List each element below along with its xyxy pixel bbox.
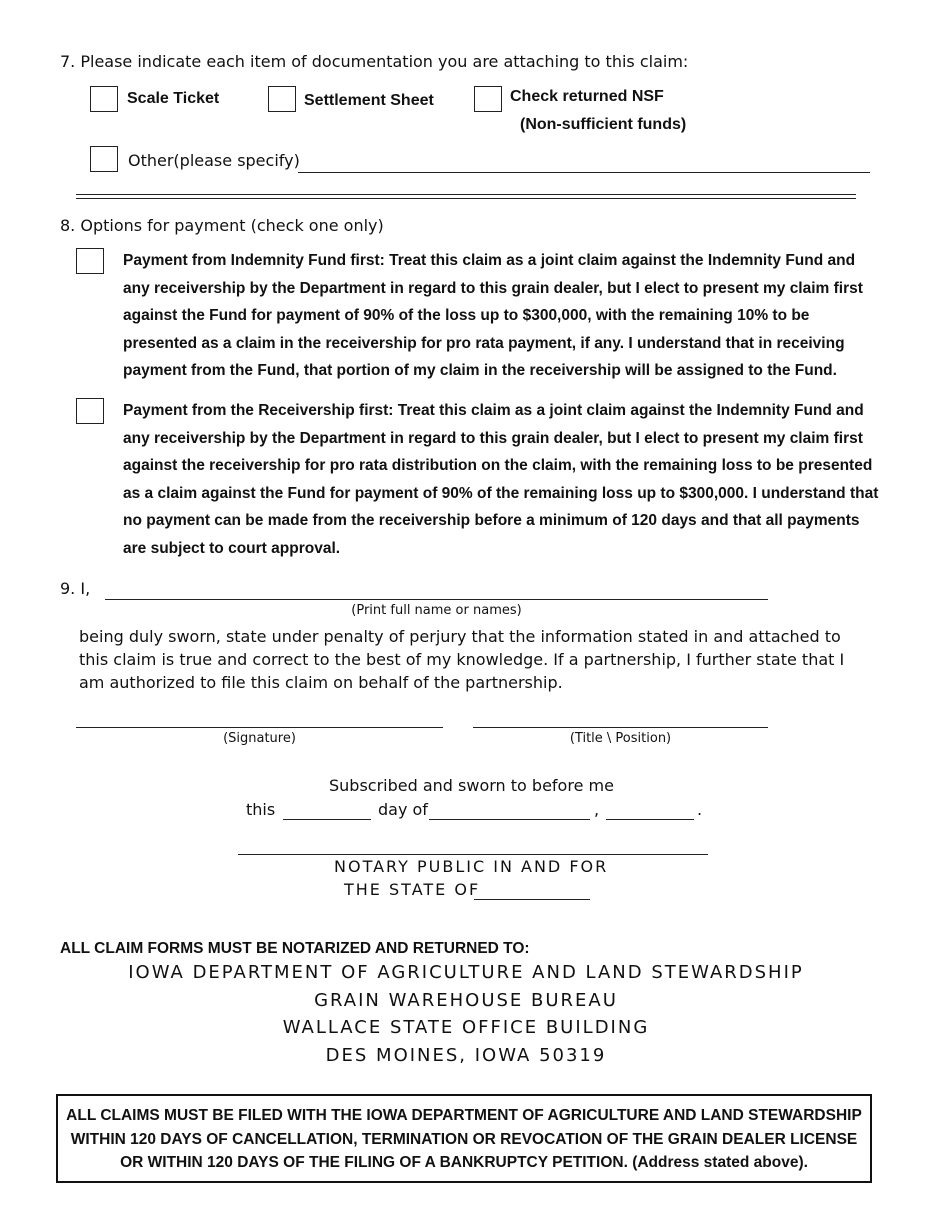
day-of-text: day of: [378, 800, 428, 819]
print-name-field[interactable]: [105, 599, 768, 600]
subscribed-text: Subscribed and sworn to before me: [329, 776, 614, 795]
return-heading: ALL CLAIM FORMS MUST BE NOTARIZED AND RETURNED TO:: [60, 940, 530, 957]
indemnity-first-checkbox[interactable]: [76, 248, 104, 274]
other-checkbox[interactable]: [90, 146, 118, 172]
check-nsf-sublabel: (Non-sufficient funds): [520, 116, 687, 133]
section8-question: 8. Options for payment (check one only): [60, 216, 384, 235]
check-nsf-checkbox[interactable]: [474, 86, 502, 112]
filing-notice-box: [56, 1094, 872, 1183]
settlement-sheet-label: Settlement Sheet: [304, 92, 434, 109]
month-field[interactable]: [429, 819, 590, 820]
scale-ticket-checkbox[interactable]: [90, 86, 118, 112]
receivership-first-text: Payment from the Receivership first: Treat this claim as a joint claim against the Indemnity Fund and any receivership by the Department in regard to this grain dealer, but I elect to present my claim first against the receivership for pro rata distribution on the claim, with the remaining loss to be presented as a claim against the Fund for payment of 90% of the remaining loss up to $300,000. I understand that no payment can be made from the receivership before a minimum of 120 days and that all payments are subject to court approval.: [123, 402, 879, 557]
title-position-field[interactable]: [473, 727, 768, 728]
address-line-2: GRAIN WAREHOUSE BUREAU: [314, 990, 618, 1011]
address-line-3: WALLACE STATE OFFICE BUILDING: [282, 1017, 650, 1038]
settlement-sheet-checkbox[interactable]: [268, 86, 296, 112]
address-line-1: IOWA DEPARTMENT OF AGRICULTURE AND LAND STEWARDSHIP: [128, 962, 804, 983]
section9-prefix: 9. I,: [60, 579, 91, 598]
address-line-4: DES MOINES, IOWA 50319: [325, 1045, 607, 1066]
signature-field[interactable]: [76, 727, 443, 728]
print-name-caption: (Print full name or names): [351, 603, 522, 618]
notice-line-3: OR WITHIN 120 DAYS OF THE FILING OF A BANKRUPTCY PETITION. (Address stated above).: [120, 1154, 808, 1171]
notice-line-1: ALL CLAIMS MUST BE FILED WITH THE IOWA DEPARTMENT OF AGRICULTURE AND LAND STEWARDSHIP: [66, 1107, 862, 1124]
comma-text: ,: [594, 800, 600, 819]
check-nsf-label: Check returned NSF: [510, 88, 664, 105]
sworn-statement: being duly sworn, state under penalty of perjury that the information stated in and attached to this claim is true and correct to the best of my knowledge. If a partnership, I further state that I am authorized to file this claim on behalf of the partnership.: [79, 627, 845, 692]
year-field[interactable]: [606, 819, 694, 820]
state-of-text: THE STATE OF: [344, 880, 481, 899]
receivership-first-checkbox[interactable]: [76, 398, 104, 424]
other-label: Other(please specify): [128, 151, 300, 170]
indemnity-first-text: Payment from Indemnity Fund first: Treat this claim as a joint claim against the Indemnity Fund and any receivership by the Department in regard to this grain dealer, but I elect to present my claim first against the Fund for payment of 90% of the loss up to $300,000, with the remaining 10% to be presented as a claim in the receivership for pro rata payment, if any. I understand that in receiving payment from the Fund, that portion of my claim in the receivership will be assigned to the Fund.: [123, 252, 863, 379]
this-text: this: [246, 800, 276, 819]
other-specify-field[interactable]: [298, 172, 870, 173]
state-field[interactable]: [474, 899, 590, 900]
title-position-caption: (Title \ Position): [569, 731, 672, 746]
notary-public-text: NOTARY PUBLIC IN AND FOR: [334, 857, 609, 876]
scale-ticket-label: Scale Ticket: [127, 90, 220, 107]
signature-caption: (Signature): [223, 731, 296, 746]
notice-line-2: WITHIN 120 DAYS OF CANCELLATION, TERMINATION OR REVOCATION OF THE GRAIN DEALER LICENSE: [70, 1130, 858, 1148]
notary-signature-field[interactable]: [238, 854, 708, 855]
period-text: .: [697, 800, 703, 819]
section-divider: [76, 194, 856, 199]
section7-question: 7. Please indicate each item of documentation you are attaching to this claim:: [60, 52, 689, 71]
day-field[interactable]: [283, 819, 371, 820]
